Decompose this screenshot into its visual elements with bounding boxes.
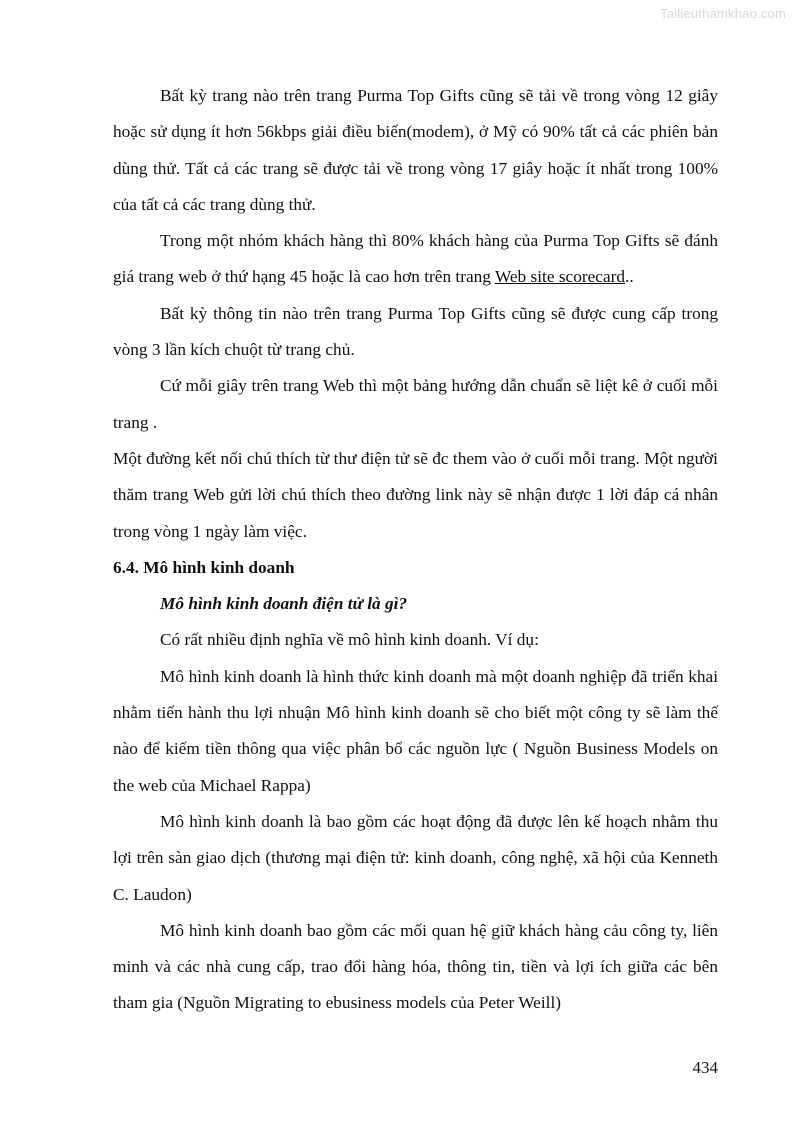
watermark: Tailieuthamkhao.com <box>660 6 786 21</box>
paragraph-text: .. <box>625 267 634 287</box>
paragraph-text: Trong một nhóm khách hàng thì 80% khách hàng của Purma Top Gifts sẽ đánh giá trang web ở thứ hạng 45 hoặc là cao hơn trên trang <box>113 231 718 287</box>
paragraph-definition-weill: Mô hình kinh doanh bao gồm các mối quan hệ giữ khách hàng cảu công ty, liên minh và các nhà cung cấp, trao đổi hàng hóa, thông tin, tiền và lợi ích giữa các bên tham gia (Nguồn Migrating to ebusiness models của Peter Weill) <box>113 920 718 1013</box>
web-site-scorecard-link[interactable]: Web site scorecard <box>494 267 626 287</box>
paragraph-customer-rating <box>113 223 718 296</box>
paragraph-email-link: Một đường kết nối chú thích từ thư điện tử sẽ đc them vào ở cuối mỗi trang. Một người thăm trang Web gửi lời chú thích theo đường link này sẽ nhận được 1 lời đáp cá nhân trong vòng 1 ngày làm việc. <box>113 448 718 541</box>
paragraph-definition-laudon: Mô hình kinh doanh là bao gồm các hoạt động đã được lên kế hoạch nhằm thu lợi trên sàn giao dịch (thương mại điện tử: kinh doanh, công nghệ, xã hội của Kenneth C. Laudon) <box>113 811 718 904</box>
paragraph-three-clicks: Bất kỳ thông tin nào trên trang Purma Top Gifts cũng sẽ được cung cấp trong vòng 3 lần kích chuột từ trang chủ. <box>113 303 718 360</box>
page-number: 434 <box>692 1058 718 1077</box>
document-body <box>113 78 718 1022</box>
section-heading: 6.4. Mô hình kinh doanh <box>113 557 295 577</box>
paragraph-guide-table: Cứ mỗi giây trên trang Web thì một bảng hướng dẫn chuẩn sẽ liệt kê ở cuối mỗi trang . <box>113 376 718 432</box>
paragraph-load-time: Bất kỳ trang nào trên trang Purma Top Gifts cũng sẽ tải về trong vòng 12 giây hoặc sử dụng ít hơn 56kbps giải điều biến(modem), ở Mỹ có 90% tất cả các phiên bản dùng thử. Tất cả các trang sẽ được tải về trong vòng 17 giây hoặc ít nhất trong 100% của tất cả các trang dùng thử. <box>113 86 718 214</box>
paragraph-definitions-intro: Có rất nhiều định nghĩa về mô hình kinh doanh. Ví dụ: <box>160 630 539 650</box>
paragraph-definition-rappa: Mô hình kinh doanh là hình thức kinh doanh mà một doanh nghiệp đã triển khai nhằm tiến hành thu lợi nhuận Mô hình kinh doanh sẽ cho biết một công ty sẽ làm thế nào để kiếm tiền thông qua việc phân bổ các nguồn lực ( Nguồn Business Models on the web của Michael Rappa) <box>113 666 718 795</box>
subheading: Mô hình kinh doanh điện tử là gì? <box>160 594 408 614</box>
